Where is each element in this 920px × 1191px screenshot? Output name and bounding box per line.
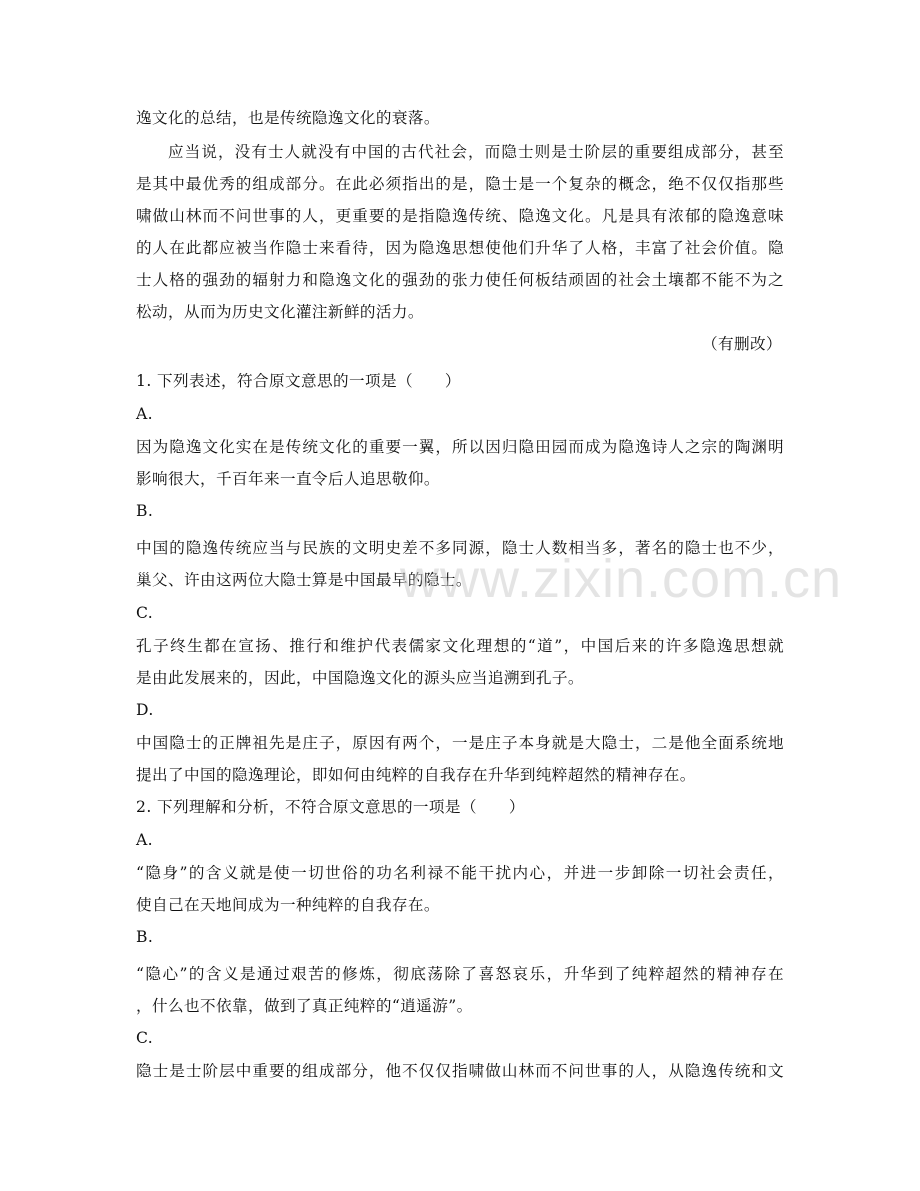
q1-stem: 1. 下列表述，符合原文意思的一项是（ ） [136, 372, 461, 390]
q2-stem: 2. 下列理解和分析，不符合原文意思的一项是（ ） [136, 798, 525, 816]
q2-option-b-line-2: ，什么也不依靠，做到了真正纯粹的“逍遥游”。 [136, 997, 473, 1015]
q1-option-d-label: D. [136, 701, 154, 719]
q2-option-a-label: A. [136, 831, 154, 849]
intro-line-2: 应当说，没有士人就没有中国的古代社会，而隐士则是士阶层的重要组成部分，甚至 [168, 143, 784, 161]
q2-option-c-line-1: 隐士是士阶层中重要的组成部分，他不仅仅指啸做山林而不问世事的人，从隐逸传统和文 [136, 1062, 784, 1080]
q1-option-a-line-1: 因为隐逸文化实在是传统文化的重要一翼，所以因归隐田园而成为隐逸诗人之宗的陶渊明 [136, 438, 784, 456]
source-note: （有删改） [702, 335, 782, 353]
q1-option-b-label: B. [136, 502, 154, 520]
q1-option-b-line-2: 巢父、许由这两位大隐士算是中国最早的隐士。 [136, 571, 472, 589]
q2-option-b-label: B. [136, 928, 154, 946]
intro-line-6: 士人格的强劲的辐射力和隐逸文化的强劲的张力使任何板结顽固的社会土壤都不能不为之 [136, 271, 784, 289]
intro-line-4: 啸做山林而不问世事的人，更重要的是指隐逸传统、隐逸文化。凡是具有浓郁的隐逸意味 [136, 207, 784, 225]
q1-option-c-line-2: 是由此发展来的，因此，中国隐逸文化的源头应当追溯到孔子。 [136, 669, 584, 687]
q1-option-d-line-1: 中国隐士的正牌祖先是庄子，原因有两个，一是庄子本身就是大隐士，二是他全面系统地 [136, 734, 784, 752]
intro-line-5: 的人在此都应被当作隐士来看待，因为隐逸思想使他们升华了人格，丰富了社会价值。隐 [136, 239, 784, 257]
intro-line-3: 是其中最优秀的组成部分。在此必须指出的是，隐士是一个复杂的概念，绝不仅仅指那些 [136, 175, 784, 193]
q2-option-a-line-1: “隐身”的含义就是使一切世俗的功名利禄不能干扰内心，并进一步卸除一切社会责任， [136, 864, 784, 882]
q1-option-a-label: A. [136, 405, 154, 423]
q1-option-b-line-1: 中国的隐逸传统应当与民族的文明史差不多同源，隐士人数相当多，著名的隐士也不少， [136, 539, 784, 557]
q2-option-c-label: C. [136, 1029, 154, 1047]
q2-option-a-line-2: 使自己在天地间成为一种纯粹的自我存在。 [136, 896, 440, 914]
q1-option-a-line-2: 影响很大，千百年来一直令后人追思敬仰。 [136, 470, 440, 488]
q2-option-b-line-1: “隐心”的含义是通过艰苦的修炼，彻底荡除了喜怒哀乐，升华到了纯粹超然的精神存在 [136, 965, 784, 983]
q1-option-c-line-1: 孔子终生都在宣扬、推行和维护代表儒家文化理想的“道”，中国后来的许多隐逸思想就 [136, 637, 784, 655]
watermark: www.zixin.com.cn [400, 549, 843, 609]
intro-line-1: 逸文化的总结，也是传统隐逸文化的衰落。 [136, 109, 440, 127]
q1-option-d-line-2: 提出了中国的隐逸理论，即如何由纯粹的自我存在升华到纯粹超然的精神存在。 [136, 766, 696, 784]
intro-line-7: 松动，从而为历史文化灌注新鲜的活力。 [136, 303, 424, 321]
q1-option-c-label: C. [136, 604, 154, 622]
